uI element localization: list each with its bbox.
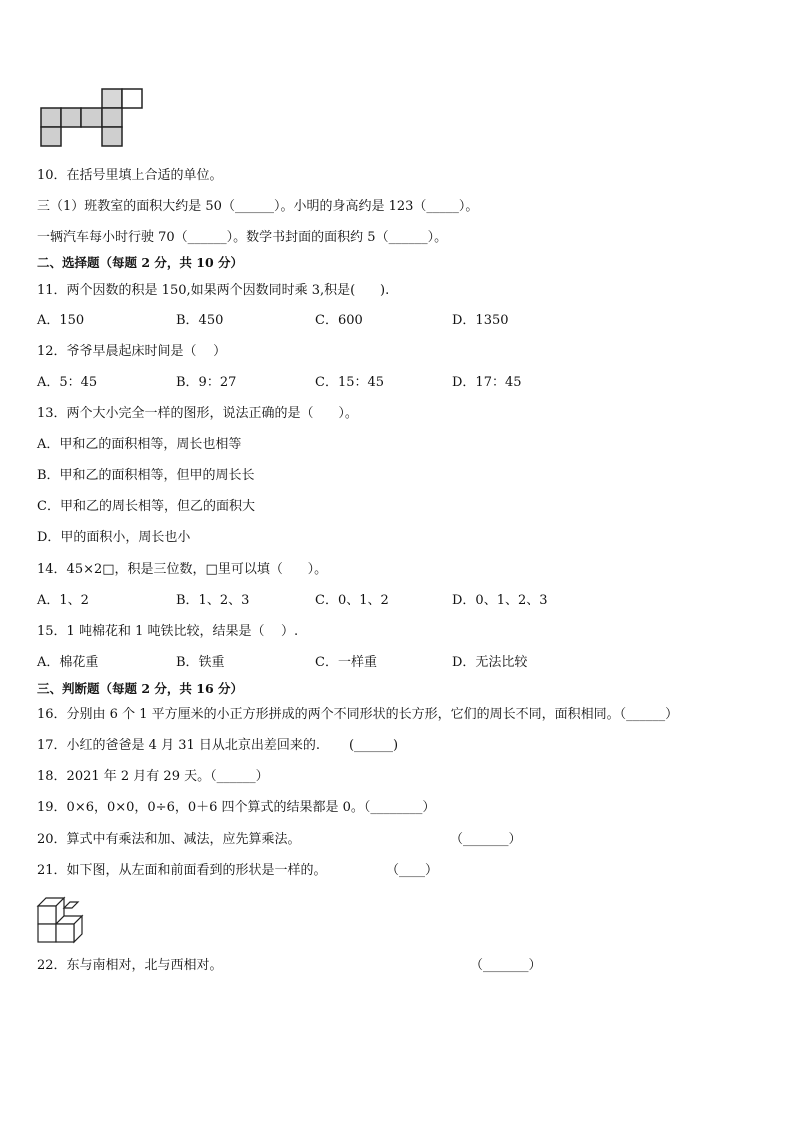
q12-option-d[interactable]: D．17：45 <box>452 375 522 390</box>
q14-option-c[interactable]: C．0、1、2 <box>315 593 389 608</box>
question-10-line2: 一辆汽车每小时行驶 70（______）。数学书封面的面积约 5（______）。 <box>37 230 448 245</box>
q11-option-d[interactable]: D．1350 <box>452 313 509 328</box>
question-14-stem: 14．45×2□，积是三位数，□里可以填（ ）。 <box>37 562 328 577</box>
question-18: 18．2021 年 2 月有 29 天。（______） <box>37 769 269 784</box>
q13-option-a[interactable]: A．甲和乙的面积相等，周长也相等 <box>37 437 242 452</box>
question-10-stem: 10．在括号里填上合适的单位。 <box>37 168 223 183</box>
question-22: 22．东与南相对，北与西相对。 <box>37 958 223 973</box>
stacked-cubes-figure <box>36 894 90 944</box>
question-16: 16．分别由 6 个 1 平方厘米的小正方形拼成的两个不同形状的长方形，它们的周长不同，面积相同。（______） <box>37 707 679 722</box>
q15-option-b[interactable]: B．铁重 <box>176 655 225 670</box>
question-13-stem: 13．两个大小完全一样的图形，说法正确的是（ ）。 <box>37 406 358 421</box>
q14-option-a[interactable]: A．1、2 <box>37 593 89 608</box>
question-11-stem: 11．两个因数的积是 150,如果两个因数同时乘 3,积是( ). <box>37 283 390 298</box>
q15-option-c[interactable]: C．一样重 <box>315 655 377 670</box>
question-17: 17．小红的爸爸是 4 月 31 日从北京出差回来的. (______) <box>37 738 399 753</box>
q12-option-b[interactable]: B．9：27 <box>176 375 237 390</box>
question-19: 19．0×6，0×0，0÷6，0＋6 四个算式的结果都是 0。（________） <box>37 800 436 815</box>
q15-option-a[interactable]: A．棉花重 <box>37 655 99 670</box>
question-10-line1: 三（1）班教室的面积大约是 50（______）。小明的身高约是 123（_____）。 <box>37 199 479 214</box>
q13-option-c[interactable]: C．甲和乙的周长相等，但乙的面积大 <box>37 499 255 514</box>
question-21: 21．如下图，从左面和前面看到的形状是一样的。 <box>37 863 327 878</box>
q11-option-c[interactable]: C．600 <box>315 313 363 328</box>
section-choice-heading: 二、选择题（每题 2 分，共 10 分） <box>37 255 244 270</box>
q11-option-a[interactable]: A．150 <box>37 313 85 328</box>
q11-option-b[interactable]: B．450 <box>176 313 224 328</box>
q12-option-c[interactable]: C．15：45 <box>315 375 385 390</box>
q13-option-d[interactable]: D．甲的面积小，周长也小 <box>37 530 191 545</box>
q12-option-a[interactable]: A．5：45 <box>37 375 98 390</box>
q15-option-d[interactable]: D．无法比较 <box>452 655 528 670</box>
question-12-stem: 12．爷爷早晨起床时间是（ ） <box>37 344 227 359</box>
question-20: 20．算式中有乘法和加、减法，应先算乘法。 <box>37 832 301 847</box>
q13-option-b[interactable]: B．甲和乙的面积相等，但甲的周长长 <box>37 468 255 483</box>
section-judgment-heading: 三、判断题（每题 2 分，共 16 分） <box>37 681 244 696</box>
q14-option-d[interactable]: D．0、1、2、3 <box>452 593 548 608</box>
question-20-blank: （_______） <box>450 832 522 847</box>
question-22-blank: （_______） <box>470 958 542 973</box>
q14-option-b[interactable]: B．1、2、3 <box>176 593 250 608</box>
question-15-stem: 15．1 吨棉花和 1 吨铁比较，结果是（ ）. <box>37 624 299 639</box>
question-21-blank: （____） <box>386 863 439 878</box>
cube-net-figure <box>40 88 144 148</box>
